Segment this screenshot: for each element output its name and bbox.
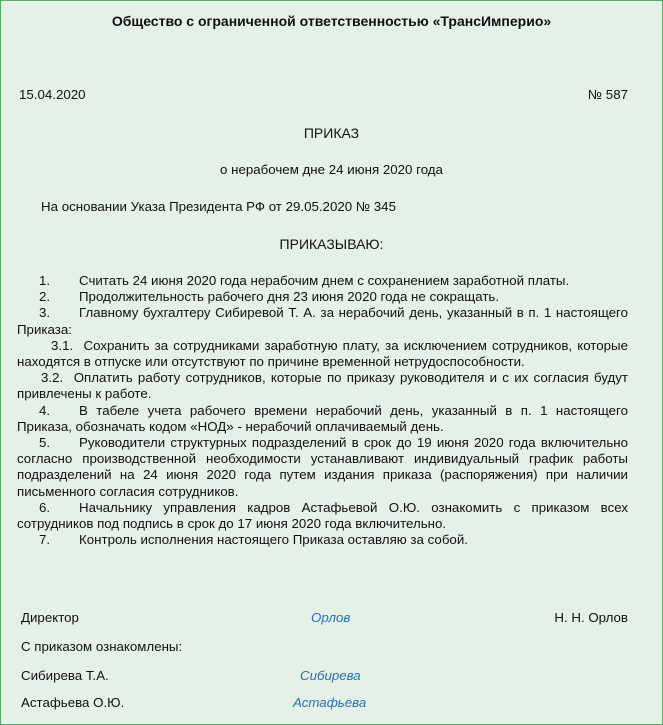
signer-signature: Сибирева: [300, 668, 361, 683]
list-item: [17, 370, 628, 402]
item-number: 5.: [39, 435, 51, 451]
list-item: [17, 532, 628, 548]
item-text: Контроль исполнения настоящего Приказа оставляю за собой.: [79, 532, 468, 548]
basis-line: На основании Указа Президента РФ от 29.05.2020 № 345: [41, 199, 396, 214]
item-text: В табеле учета рабочего времени нерабочий день, указанный в п. 1 настоящего Приказа, обозначать кодом «НОД» - нерабочий оплачиваемый день.: [17, 402, 628, 434]
order-items: [17, 273, 628, 548]
document-date: 15.04.2020: [19, 87, 86, 102]
item-text: Оплатить работу сотрудников, которые по приказу руководителя и с их согласия будут привлечены к работе.: [17, 370, 629, 402]
item-number: 7.: [39, 532, 51, 548]
item-number: 3.1.: [51, 337, 74, 353]
list-item: [17, 403, 628, 435]
list-item: [17, 338, 628, 370]
director-signature: Орлов: [311, 610, 351, 625]
director-label: Директор: [21, 610, 79, 625]
item-text: Считать 24 июня 2020 года нерабочим днем с сохранением заработной платы.: [79, 273, 570, 288]
list-item: [17, 435, 628, 500]
organization-name: Общество с ограниченной ответственностью «ТрансИмперио»: [111, 13, 552, 29]
item-number: 1.: [39, 273, 51, 288]
list-item: [17, 305, 628, 337]
item-number: 2.: [39, 289, 51, 305]
document-number: № 587: [587, 87, 628, 102]
item-text: Главному бухгалтеру Сибиревой Т. А. за нерабочий день, указанный в п. 1 настоящего Приказа:: [17, 305, 628, 337]
item-number: 3.2.: [41, 370, 64, 386]
signer-signature: Астафьева: [293, 695, 367, 710]
list-item: [17, 289, 628, 305]
item-text: Руководители структурных подразделений в срок до 19 июня 2020 года включительно согласно производственной необходимости устанавливают индивидуальный график работы подразделений на 24 июня 2020 года путем издания приказа (распоряжения) при наличии письменного согласия сотрудников.: [17, 435, 628, 499]
signer-name: Астафьева О.Ю.: [21, 695, 125, 710]
item-number: 3.: [39, 305, 51, 321]
list-item: [17, 500, 628, 532]
item-number: 4.: [39, 402, 51, 418]
list-item: [17, 273, 628, 289]
document-title: ПРИКАЗ: [303, 125, 360, 141]
signer-name: Сибирева Т.А.: [21, 668, 109, 683]
document-subtitle: о нерабочем дне 24 июня 2020 года: [220, 162, 443, 177]
acquainted-label: С приказом ознакомлены:: [21, 639, 183, 654]
director-name: Н. Н. Орлов: [554, 610, 628, 625]
item-text: Начальнику управления кадров Астафьевой О.Ю. ознакомить с приказом всех сотрудников под подпись в срок до 17 июня 2020 года включительно.: [17, 499, 628, 532]
item-text: Сохранить за сотрудниками заработную плату, за исключением сотрудников, которые находятся в отпуске или отсутствуют по причине временной нетрудоспособности.: [17, 337, 628, 370]
item-text: Продолжительность рабочего дня 23 июня 2020 года не сокращать.: [79, 289, 500, 305]
item-number: 6.: [39, 499, 51, 515]
order-word: ПРИКАЗЫВАЮ:: [279, 236, 384, 252]
